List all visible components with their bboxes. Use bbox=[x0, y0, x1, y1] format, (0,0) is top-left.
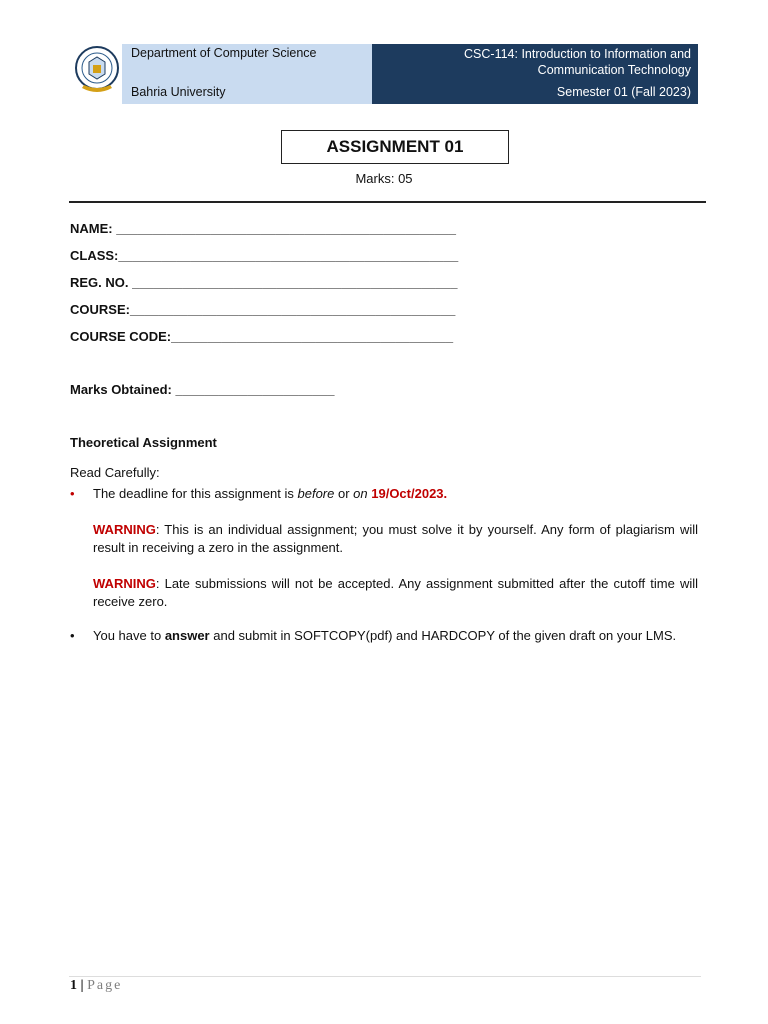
course-field: COURSE:_____________________________________________ bbox=[70, 302, 456, 317]
class-field: CLASS:_______________________________________________ bbox=[70, 248, 459, 263]
university-name: Bahria University bbox=[131, 85, 226, 99]
read-carefully-label: Read Carefully: bbox=[70, 465, 160, 480]
warning-late-submission bbox=[93, 575, 698, 611]
course-code-field: COURSE CODE:_______________________________________ bbox=[70, 329, 454, 344]
page-label: Page bbox=[87, 978, 123, 993]
course-title: CSC-114: Introduction to Information and Communication Technology bbox=[464, 47, 691, 77]
reg-no-field: REG. NO. _____________________________________________ bbox=[70, 275, 458, 290]
header-course-block bbox=[372, 44, 698, 104]
submission-instructions bbox=[93, 627, 698, 645]
bullet-icon: • bbox=[70, 628, 75, 643]
warning-label: WARNING bbox=[93, 522, 156, 537]
marks-obtained-field: Marks Obtained: ______________________ bbox=[70, 382, 335, 397]
assignment-title: ASSIGNMENT 01 bbox=[281, 130, 509, 164]
department-name: Department of Computer Science bbox=[131, 46, 317, 60]
university-logo-icon bbox=[74, 44, 120, 96]
submit-answer: answer bbox=[164, 628, 210, 643]
page-number: 1 bbox=[70, 978, 77, 993]
deadline-before: before bbox=[297, 486, 335, 501]
deadline-prefix: The deadline for this assignment is bbox=[93, 486, 298, 501]
warning-label: WARNING bbox=[93, 576, 156, 591]
deadline-on: on bbox=[353, 486, 368, 501]
deadline-or: or bbox=[334, 486, 354, 501]
warning-text: : Late submissions will not be accepted. Any assignment submitted after the cutoff time will receive zero. bbox=[93, 576, 698, 609]
deadline-text bbox=[93, 485, 698, 503]
semester-label: Semester 01 (Fall 2023) bbox=[556, 85, 691, 99]
header-department-block bbox=[122, 44, 372, 104]
divider bbox=[69, 201, 706, 203]
name-field: NAME: _______________________________________________ bbox=[70, 221, 457, 236]
submit-prefix: You have to bbox=[93, 628, 165, 643]
submit-suffix: and submit in SOFTCOPY(pdf) and HARDCOPY of the given draft on your LMS. bbox=[209, 628, 677, 643]
deadline-date: 19/Oct/2023. bbox=[367, 486, 448, 501]
footer-divider bbox=[69, 976, 701, 977]
warning-text: : This is an individual assignment; you must solve it by yourself. Any form of plagiarism will result in receiving a zero in the assignment. bbox=[93, 522, 698, 555]
page-footer bbox=[70, 978, 122, 994]
section-heading: Theoretical Assignment bbox=[70, 435, 217, 450]
warning-plagiarism bbox=[93, 521, 698, 557]
total-marks: Marks: 05 bbox=[355, 171, 413, 186]
bullet-icon: • bbox=[70, 486, 75, 501]
page-separator: | bbox=[77, 978, 88, 993]
